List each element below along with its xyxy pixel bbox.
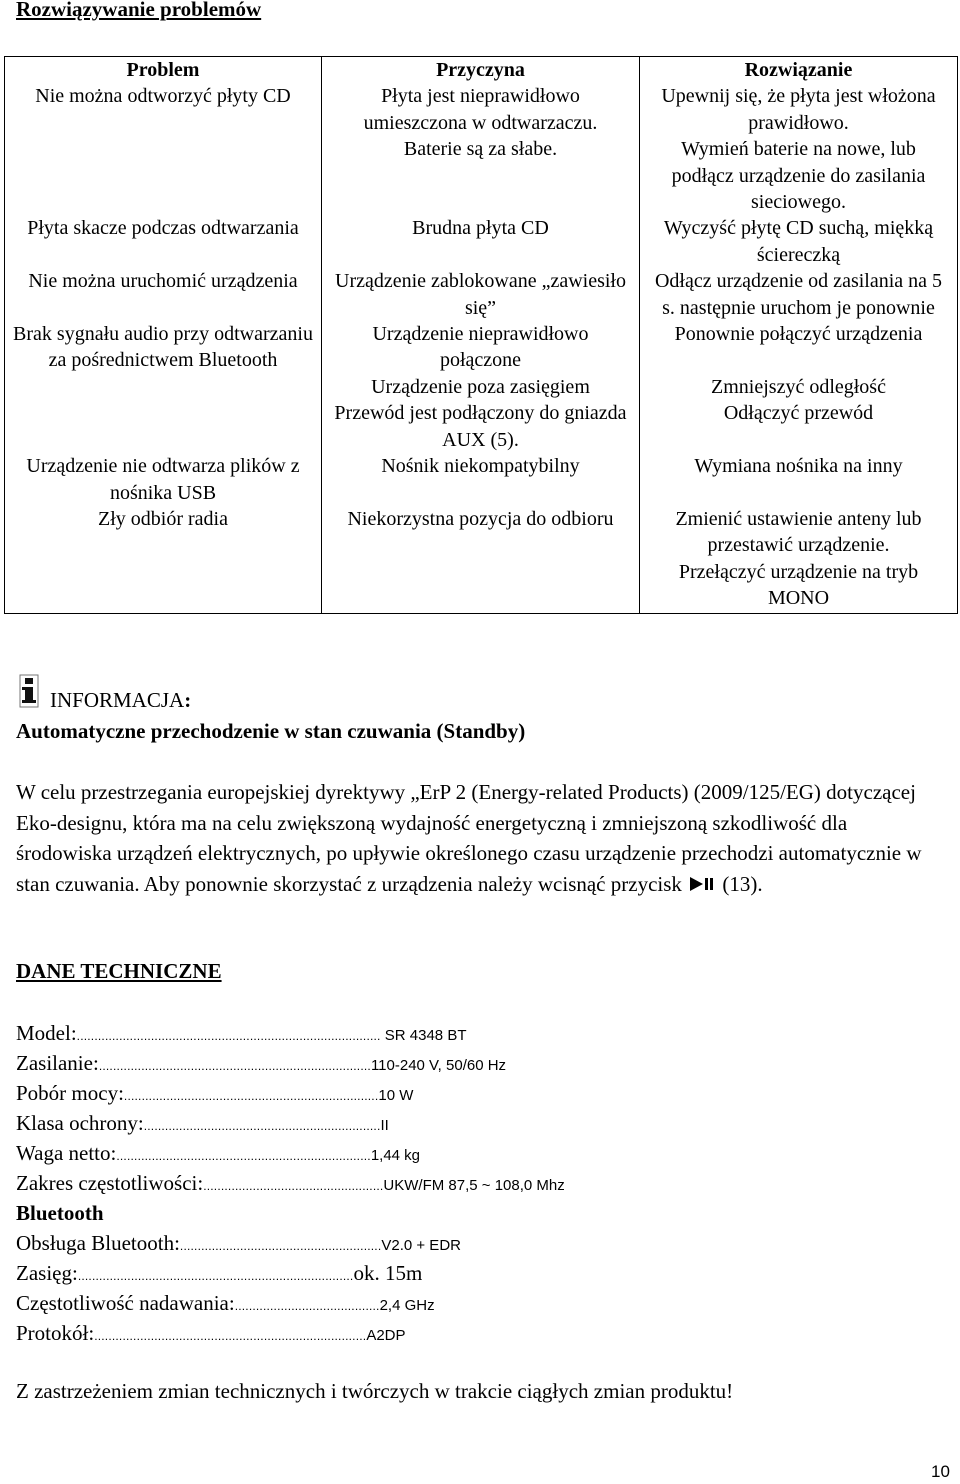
- cell-cause: Urządzenie poza zasięgiem: [322, 374, 640, 400]
- spec-value: UKW/FM 87,5 ~ 108,0 Mhz: [383, 1177, 565, 1194]
- spec-value: ok. 15m: [353, 1261, 423, 1285]
- cell-solution: Zmienić ustawienie anteny lub przestawić urządzenie.: [640, 506, 958, 559]
- spec-label: Model:: [16, 1021, 77, 1045]
- info-label-colon: :: [184, 688, 192, 712]
- cell-problem: Nie można uruchomić urządzenia: [5, 268, 322, 321]
- cell-problem: [5, 559, 322, 613]
- footer-note: Z zastrzeżeniem zmian technicznych i twórczych w trakcie ciągłych zmian produktu!: [16, 1379, 734, 1403]
- spec-row: [16, 1258, 422, 1288]
- cell-solution: Wyczyść płytę CD suchą, miękką ściereczką: [640, 215, 958, 268]
- cell-solution: Wymiana nośnika na inny: [640, 453, 958, 506]
- spec-section-bluetooth: [16, 1198, 104, 1228]
- play-pause-icon: [687, 876, 717, 892]
- cell-solution: Upewnij się, że płyta jest włożona prawidłowo.: [640, 83, 958, 136]
- cell-problem: [5, 400, 322, 453]
- spec-value: 10 W: [378, 1087, 414, 1104]
- table-row: [5, 400, 958, 453]
- cell-cause: Urządzenie zablokowane „zawiesiło się”: [322, 268, 640, 321]
- spec-section-label: Bluetooth: [16, 1201, 104, 1225]
- cell-problem: Urządzenie nie odtwarza plików z nośnika USB: [5, 453, 322, 506]
- table-row: [5, 559, 958, 613]
- cell-solution: Odłączyć przewód: [640, 400, 958, 453]
- info-label-text: INFORMACJA: [50, 688, 185, 712]
- spec-value: V2.0 + EDR: [381, 1237, 461, 1254]
- header-solution: Rozwiązanie: [640, 57, 958, 84]
- spec-value: 1,44 kg: [370, 1147, 421, 1164]
- spec-value: II: [380, 1117, 389, 1134]
- spec-dots: ...................................................................: [143, 1119, 381, 1133]
- cell-solution: Ponownie połączyć urządzenia: [640, 321, 958, 374]
- spec-dots: ......................................................................................: [76, 1029, 381, 1043]
- spec-row: [16, 1018, 467, 1048]
- specs-title: DANE TECHNICZNE: [16, 959, 222, 983]
- spec-row: [16, 1228, 461, 1258]
- spec-row: [16, 1318, 406, 1348]
- info-paragraph: [16, 777, 936, 899]
- spec-value: 2,4 GHz: [379, 1297, 435, 1314]
- spec-value: A2DP: [366, 1327, 406, 1344]
- spec-dots: .............................................................................: [98, 1059, 371, 1073]
- cell-solution: Wymień baterie na nowe, lub podłącz urządzenie do zasilania sieciowego.: [640, 136, 958, 215]
- header-problem: Problem: [5, 57, 322, 84]
- spec-value: 110-240 V, 50/60 Hz: [370, 1057, 507, 1074]
- troubleshooting-table: [4, 56, 958, 614]
- table-row: [5, 321, 958, 374]
- cell-cause: Brudna płyta CD: [322, 215, 640, 268]
- spec-dots: ........................................................................: [116, 1149, 371, 1163]
- cell-cause: [322, 559, 640, 613]
- troubleshooting-title: Rozwiązywanie problemów: [16, 0, 262, 21]
- spec-dots: .........................................................: [179, 1239, 382, 1253]
- info-label: [50, 688, 191, 712]
- spec-row: [16, 1078, 413, 1108]
- spec-label: Częstotliwość nadawania:: [16, 1291, 235, 1315]
- cell-cause: Płyta jest nieprawidłowo umieszczona w odtwarzaczu.: [322, 83, 640, 136]
- cell-solution: Zmniejszyć odległość: [640, 374, 958, 400]
- spec-label: Waga netto:: [16, 1141, 117, 1165]
- table-row: [5, 83, 958, 136]
- spec-dots: ........................................................................: [123, 1089, 379, 1103]
- spec-label: Zakres częstotliwości:: [16, 1171, 204, 1195]
- table-row: [5, 215, 958, 268]
- cell-problem: Zły odbiór radia: [5, 506, 322, 559]
- spec-label: Protokół:: [16, 1321, 95, 1345]
- spec-value: SR 4348 BT: [380, 1027, 467, 1044]
- cell-cause: Nośnik niekompatybilny: [322, 453, 640, 506]
- cell-solution: Przełączyć urządzenie na tryb MONO: [640, 559, 958, 613]
- info-paragraph-end: (13).: [722, 871, 763, 896]
- cell-cause: Urządzenie nieprawidłowo połączone: [322, 321, 640, 374]
- spec-dots: .............................................................................: [94, 1329, 367, 1343]
- info-title: Automatyczne przechodzenie w stan czuwania (Standby): [16, 719, 526, 743]
- table-row: [5, 453, 958, 506]
- spec-row: [16, 1168, 565, 1198]
- table-row: [5, 268, 958, 321]
- spec-label: Obsługa Bluetooth:: [16, 1231, 180, 1255]
- spec-label: Zasilanie:: [16, 1051, 99, 1075]
- info-paragraph-text: W celu przestrzegania europejskiej dyrektywy „ErP 2 (Energy-related Products) (2009/125/EG) dotyczącej Eko-designu, która ma na celu zwiększoną wydajność energetyczną i zmniejszoną szkodliwość dla środowiska urządzeń elektrycznych, po upływie określonego czasu urządzenie przechodzi automatycznie w stan czuwania. Aby ponownie skorzystać z urządzenia należy wcisnąć przycisk: [16, 780, 922, 896]
- info-icon: [19, 674, 39, 708]
- table-row: [5, 374, 958, 400]
- cell-cause: Baterie są za słabe.: [322, 136, 640, 215]
- spec-row: [16, 1108, 389, 1138]
- spec-row: [16, 1138, 420, 1168]
- page-number: 10: [931, 1462, 950, 1481]
- cell-problem: Nie można odtworzyć płyty CD: [5, 83, 322, 136]
- cell-problem: [5, 136, 322, 215]
- table-header-row: [5, 57, 958, 84]
- spec-dots: ...................................................: [203, 1179, 384, 1193]
- spec-label: Zasięg:: [16, 1261, 78, 1285]
- cell-cause: Przewód jest podłączony do gniazda AUX (5).: [322, 400, 640, 453]
- cell-solution: Odłącz urządzenie od zasilania na 5 s. następnie uruchom je ponownie: [640, 268, 958, 321]
- cell-problem: [5, 374, 322, 400]
- cell-problem: Płyta skacze podczas odtwarzania: [5, 215, 322, 268]
- spec-row: [16, 1288, 435, 1318]
- cell-cause: Niekorzystna pozycja do odbioru: [322, 506, 640, 559]
- spec-label: Klasa ochrony:: [16, 1111, 144, 1135]
- table-row: [5, 506, 958, 559]
- spec-label: Pobór mocy:: [16, 1081, 124, 1105]
- spec-dots: ..............................................................................: [77, 1269, 354, 1283]
- header-cause: Przyczyna: [322, 57, 640, 84]
- table-row: [5, 136, 958, 215]
- spec-dots: .........................................: [234, 1299, 380, 1313]
- cell-problem: Brak sygnału audio przy odtwarzaniu za pośrednictwem Bluetooth: [5, 321, 322, 374]
- spec-row: [16, 1048, 506, 1078]
